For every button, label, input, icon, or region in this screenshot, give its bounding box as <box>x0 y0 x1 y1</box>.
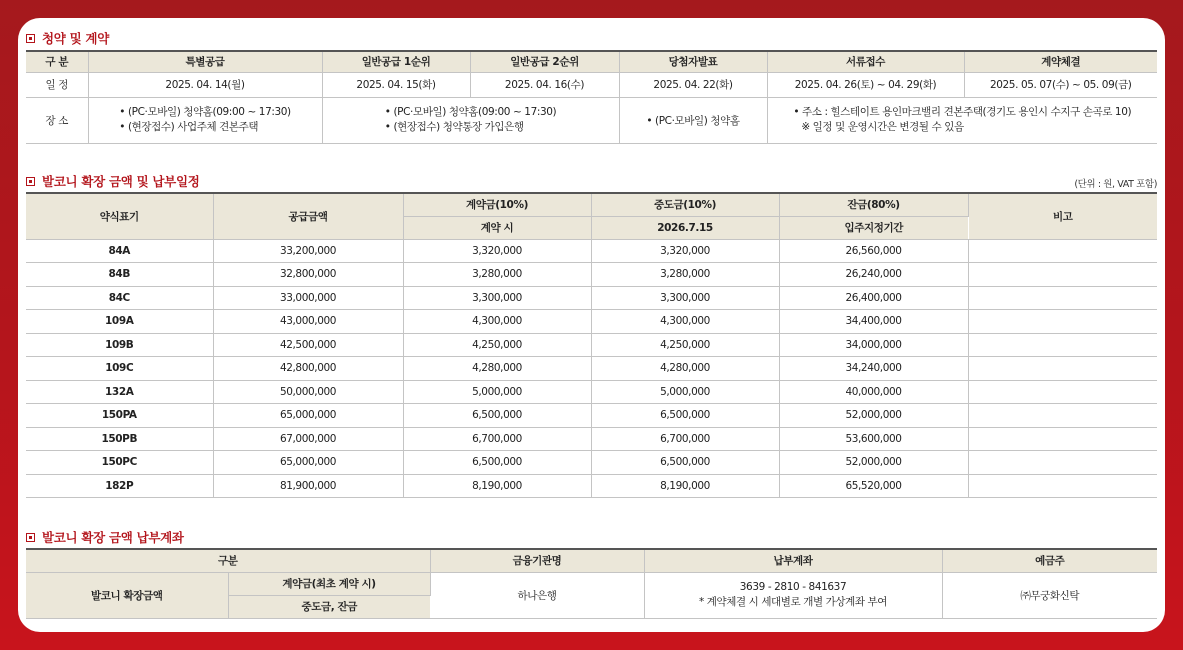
cell-supply: 50,000,000 <box>213 380 403 404</box>
header-row <box>26 51 1157 72</box>
square-bullet-icon <box>26 533 35 542</box>
cell-middle: 3,280,000 <box>591 263 779 287</box>
schedule-row <box>26 72 1157 97</box>
cell-middle: 6,700,000 <box>591 427 779 451</box>
account-header-bank: 금융기관명 <box>430 549 644 572</box>
account-sub-middle-balance: 중도금, 잔금 <box>228 595 430 618</box>
cell-balance: 26,240,000 <box>779 263 968 287</box>
schedule-contract: 2025. 05. 07(수) ~ 05. 09(금) <box>964 72 1157 97</box>
account-holder: ㈜무궁화신탁 <box>942 572 1157 618</box>
place-general <box>322 97 619 143</box>
place-row <box>26 97 1157 143</box>
section3-title: 발코니 확장 금액 납부계좌 <box>42 530 184 545</box>
table-row <box>26 239 1157 263</box>
cell-supply: 67,000,000 <box>213 427 403 451</box>
cell-middle: 6,500,000 <box>591 404 779 428</box>
cell-middle: 4,250,000 <box>591 333 779 357</box>
cell-balance: 26,400,000 <box>779 286 968 310</box>
table-row <box>26 263 1157 287</box>
account-note: * 계약체결 시 세대별로 개별 가상계좌 부여 <box>698 596 888 608</box>
header-category: 구 분 <box>26 51 88 72</box>
cell-type: 84A <box>26 239 213 263</box>
cell-supply: 33,000,000 <box>213 286 403 310</box>
cell-type: 150PB <box>26 427 213 451</box>
schedule-label: 일 정 <box>26 72 88 97</box>
section-title-account <box>26 528 184 546</box>
cell-balance: 40,000,000 <box>779 380 968 404</box>
cell-note <box>968 427 1157 451</box>
square-bullet-icon <box>26 34 35 43</box>
cell-balance: 53,600,000 <box>779 427 968 451</box>
place-general-line1: • (PC·모바일) 청약홈(09:00 ~ 17:30) <box>384 106 557 118</box>
header-type: 약식표기 <box>26 193 213 239</box>
place-label: 장 소 <box>26 97 88 143</box>
account-row-1 <box>26 572 1157 595</box>
header-middle: 중도금(10%) <box>591 193 779 216</box>
cell-supply: 33,200,000 <box>213 239 403 263</box>
account-number: 3639 - 2810 - 841637 <box>739 581 847 593</box>
cell-supply: 32,800,000 <box>213 263 403 287</box>
cell-note <box>968 451 1157 475</box>
table-row <box>26 357 1157 381</box>
cell-middle: 3,300,000 <box>591 286 779 310</box>
schedule-general-1st: 2025. 04. 15(화) <box>322 72 470 97</box>
cell-supply: 42,500,000 <box>213 333 403 357</box>
cell-note <box>968 474 1157 498</box>
cell-type: 132A <box>26 380 213 404</box>
account-header-account: 납부계좌 <box>644 549 942 572</box>
cell-note <box>968 404 1157 428</box>
cell-type: 182P <box>26 474 213 498</box>
cell-middle: 6,500,000 <box>591 451 779 475</box>
cell-deposit: 3,280,000 <box>403 263 591 287</box>
cell-balance: 52,000,000 <box>779 451 968 475</box>
cell-type: 84B <box>26 263 213 287</box>
cell-deposit: 5,000,000 <box>403 380 591 404</box>
header-balance-sub: 입주지정기간 <box>779 216 968 239</box>
header-document-submission: 서류접수 <box>767 51 964 72</box>
account-header-category: 구분 <box>26 549 430 572</box>
place-special-line2: • (현장접수) 사업주체 견본주택 <box>119 121 259 133</box>
cell-balance: 26,560,000 <box>779 239 968 263</box>
header-balance: 잔금(80%) <box>779 193 968 216</box>
cell-note <box>968 357 1157 381</box>
payment-account-table <box>26 548 1157 619</box>
header-contract: 계약체결 <box>964 51 1157 72</box>
cell-supply: 65,000,000 <box>213 404 403 428</box>
section2-title: 발코니 확장 금액 및 납부일정 <box>42 174 200 189</box>
account-bank: 하나은행 <box>430 572 644 618</box>
header-row-1 <box>26 193 1157 216</box>
account-info <box>644 572 942 618</box>
cell-supply: 81,900,000 <box>213 474 403 498</box>
table-row <box>26 427 1157 451</box>
cell-middle: 5,000,000 <box>591 380 779 404</box>
table-row <box>26 286 1157 310</box>
header-general-2nd: 일반공급 2순위 <box>470 51 619 72</box>
cell-type: 109A <box>26 310 213 334</box>
section-title-subscription <box>26 29 109 47</box>
cell-deposit: 8,190,000 <box>403 474 591 498</box>
place-announcement: • (PC·모바일) 청약홈 <box>619 97 767 143</box>
table-row <box>26 404 1157 428</box>
account-header-holder: 예금주 <box>942 549 1157 572</box>
cell-deposit: 6,500,000 <box>403 404 591 428</box>
cell-note <box>968 263 1157 287</box>
schedule-special: 2025. 04. 14(월) <box>88 72 322 97</box>
section1-title: 청약 및 계약 <box>42 31 109 46</box>
balcony-rows <box>26 239 1157 498</box>
cell-balance: 34,000,000 <box>779 333 968 357</box>
header-supply: 공급금액 <box>213 193 403 239</box>
cell-middle: 4,280,000 <box>591 357 779 381</box>
place-contract <box>767 97 1157 143</box>
schedule-general-2nd: 2025. 04. 16(수) <box>470 72 619 97</box>
account-row-label: 발코니 확장금액 <box>26 572 228 618</box>
unit-note: (단위 : 원, VAT 포함) <box>1074 179 1157 190</box>
header-middle-sub: 2026.7.15 <box>591 216 779 239</box>
place-special <box>88 97 322 143</box>
cell-balance: 34,400,000 <box>779 310 968 334</box>
header-deposit: 계약금(10%) <box>403 193 591 216</box>
cell-note <box>968 333 1157 357</box>
place-special-line1: • (PC·모바일) 청약홈(09:00 ~ 17:30) <box>119 106 291 118</box>
cell-note <box>968 239 1157 263</box>
cell-type: 109C <box>26 357 213 381</box>
cell-balance: 52,000,000 <box>779 404 968 428</box>
cell-supply: 42,800,000 <box>213 357 403 381</box>
cell-deposit: 3,320,000 <box>403 239 591 263</box>
place-contract-line2: ※ 일정 및 운영시간은 변경될 수 있음 <box>801 121 964 133</box>
square-bullet-icon <box>26 177 35 186</box>
header-note: 비고 <box>968 193 1157 239</box>
schedule-documents: 2025. 04. 26(토) ~ 04. 29(화) <box>767 72 964 97</box>
cell-type: 84C <box>26 286 213 310</box>
subscription-schedule-table <box>26 50 1157 144</box>
cell-deposit: 4,300,000 <box>403 310 591 334</box>
cell-note <box>968 380 1157 404</box>
cell-deposit: 4,250,000 <box>403 333 591 357</box>
cell-deposit: 4,280,000 <box>403 357 591 381</box>
header-special-supply: 특별공급 <box>88 51 322 72</box>
cell-supply: 43,000,000 <box>213 310 403 334</box>
cell-balance: 65,520,000 <box>779 474 968 498</box>
account-header-row <box>26 549 1157 572</box>
table-row <box>26 380 1157 404</box>
balcony-payment-table <box>26 192 1157 498</box>
cell-note <box>968 286 1157 310</box>
cell-note <box>968 310 1157 334</box>
cell-supply: 65,000,000 <box>213 451 403 475</box>
place-general-line2: • (현장접수) 청약통장 가입은행 <box>384 121 524 133</box>
place-contract-line1: • 주소 : 힐스테이트 용인마크밸리 견본주택(경기도 용인시 수지구 손곡로 10) <box>793 106 1132 118</box>
table-row <box>26 333 1157 357</box>
cell-middle: 8,190,000 <box>591 474 779 498</box>
header-deposit-sub: 계약 시 <box>403 216 591 239</box>
cell-type: 150PC <box>26 451 213 475</box>
header-winner-announcement: 당첨자발표 <box>619 51 767 72</box>
notice-card <box>18 18 1165 632</box>
account-sub-deposit: 계약금(최초 계약 시) <box>228 572 430 595</box>
table-row <box>26 310 1157 334</box>
cell-deposit: 6,500,000 <box>403 451 591 475</box>
cell-deposit: 3,300,000 <box>403 286 591 310</box>
cell-middle: 4,300,000 <box>591 310 779 334</box>
table-row <box>26 474 1157 498</box>
cell-type: 150PA <box>26 404 213 428</box>
section-title-balcony <box>26 172 200 190</box>
cell-deposit: 6,700,000 <box>403 427 591 451</box>
cell-balance: 34,240,000 <box>779 357 968 381</box>
cell-middle: 3,320,000 <box>591 239 779 263</box>
cell-type: 109B <box>26 333 213 357</box>
schedule-announcement: 2025. 04. 22(화) <box>619 72 767 97</box>
header-general-1st: 일반공급 1순위 <box>322 51 470 72</box>
table-row <box>26 451 1157 475</box>
